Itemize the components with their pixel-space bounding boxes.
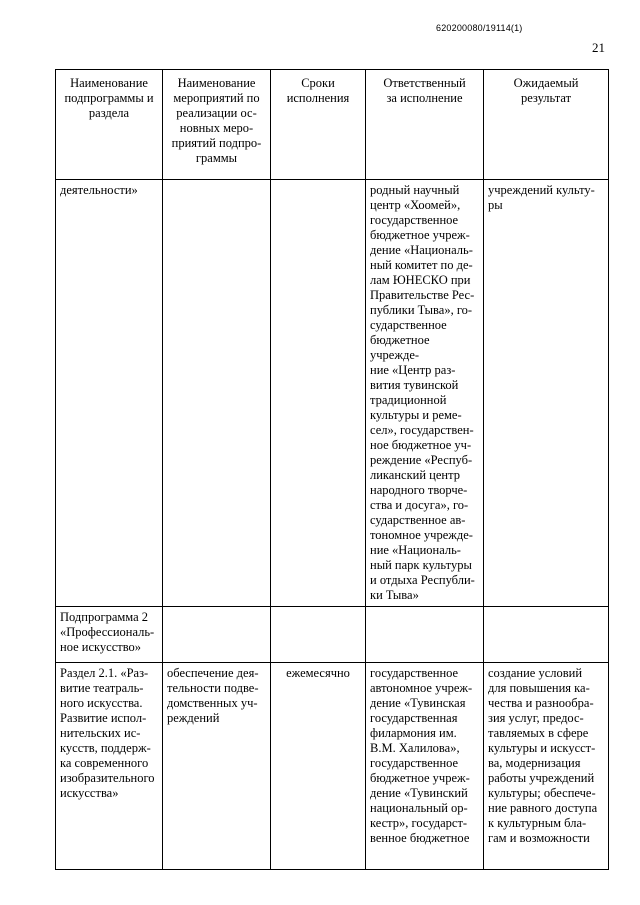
- cell-subprogram: деятельности»: [56, 180, 163, 607]
- cell-deadline: [271, 180, 366, 607]
- cell-measures: [163, 180, 271, 607]
- cell-subprogram: Раздел 2.1. «Раз- витие театраль- ного искусства. Развитие испол- нительских ис- кусств, поддерж- ка современного изобразительного искусства»: [56, 663, 163, 870]
- cell-responsible: государственное автономное учреж- дение «Тувинская государственная филармония им. В.М. Халилова», государственное бюджетное учреж- дение «Тувинский национальный ор- кестр», государст- венное бюджетное: [366, 663, 484, 870]
- table-row: [56, 180, 609, 607]
- table-row: [56, 607, 609, 663]
- page-number: 21: [592, 40, 605, 55]
- document-id: 620200080/19114(1): [436, 23, 523, 33]
- cell-measures: [163, 607, 271, 663]
- table-row: [56, 663, 609, 870]
- column-header-subprogram: Наименование подпрограммы и раздела: [56, 70, 163, 180]
- column-header-measures: Наименование мероприятий по реализации ос- новных меро- приятий подпро- граммы: [163, 70, 271, 180]
- cell-result: создание условий для повышения ка- чества и разнообра- зия услуг, предос- тавляемых в сфере культуры и искусст- ва, модернизация работы учреждений культуры; обеспече- ние равного доступа к культурным бла- гам и возможности: [484, 663, 609, 870]
- cell-subprogram: Подпрограмма 2 «Профессиональ- ное искусство»: [56, 607, 163, 663]
- cell-result: учреждений культу- ры: [484, 180, 609, 607]
- column-header-deadlines: Сроки исполнения: [271, 70, 366, 180]
- column-header-expected-result: Ожидаемый результат: [484, 70, 609, 180]
- program-table: [55, 69, 609, 870]
- cell-deadline: [271, 607, 366, 663]
- column-header-responsible: Ответственный за исполнение: [366, 70, 484, 180]
- cell-responsible: родный научный центр «Хоомей», государственное бюджетное учреж- дение «Националь- ный комитет по де- лам ЮНЕСКО при Правительстве Рес- публики Тыва», го- сударственное бюджетное учрежде- ние «Центр раз- вития тувинской традиционной культуры и реме- сел», государствен- ное бюджетное уч- реждение «Респуб- ликанский центр народного творче- ства и досуга», го- сударственное ав- тономное учрежде- ние «Националь- ный парк культуры и отдыха Республи- ки Тыва»: [366, 180, 484, 607]
- cell-responsible: [366, 607, 484, 663]
- cell-measures: обеспечение дея- тельности подве- домственных уч- реждений: [163, 663, 271, 870]
- table-header-row: [56, 70, 609, 180]
- cell-result: [484, 607, 609, 663]
- cell-deadline: ежемесячно: [271, 663, 366, 870]
